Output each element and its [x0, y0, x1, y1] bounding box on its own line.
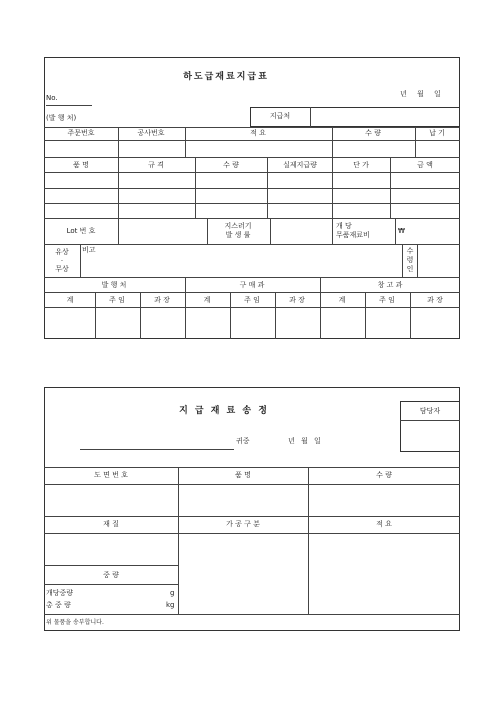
- processing-type-header: 가 공 구 분: [226, 520, 260, 528]
- material-header: 재 질: [103, 520, 119, 528]
- supplier-label: 지급처: [269, 112, 291, 120]
- form2-date-label: 년 월 일: [288, 437, 321, 445]
- project-number-header: 공사번호: [137, 129, 165, 137]
- footer-note: 위 물품을 송부합니다.: [46, 619, 104, 626]
- item-name-header: 품 명: [73, 161, 89, 169]
- section-warehouse: 창 고 과: [377, 281, 403, 289]
- delivery-date-header: 납 기: [429, 129, 445, 137]
- form1-issuer-label: (발 행 처): [46, 114, 77, 122]
- drawing-number-header: 도 면 번 호: [94, 471, 128, 479]
- form2-title: 지 급 재 료 송 정: [179, 406, 269, 416]
- unit-weight-unit: g: [170, 589, 175, 597]
- weight-header: 중 량: [103, 571, 119, 579]
- spec-header: 규 격: [148, 161, 164, 169]
- actual-supply-header: 실제지급량: [283, 161, 317, 169]
- approval-chief: 주 임: [379, 296, 395, 304]
- quantity-header: 수 량: [376, 471, 392, 479]
- item-name-header: 품 명: [235, 471, 251, 479]
- approval-staff: 계: [66, 296, 74, 304]
- remarks-header: 적 요: [376, 520, 392, 528]
- section-issuer: 발 행 처: [101, 281, 127, 289]
- approval-chief: 주 임: [244, 296, 260, 304]
- paid-label-2: ·: [60, 257, 64, 265]
- scrap-rate-label-2: 발 생 률: [225, 231, 251, 239]
- form1-title: 하도급재료지급표: [183, 72, 269, 82]
- recipient-label: 귀중: [236, 437, 250, 445]
- quantity-header: 수 량: [365, 129, 381, 137]
- manager-label: 담당자: [419, 407, 441, 415]
- qty-header: 수 량: [223, 161, 239, 169]
- remarks-label: 비고: [82, 246, 96, 254]
- approval-staff: 계: [203, 296, 211, 304]
- won-symbol: ₩: [398, 227, 405, 235]
- per-unit-label-2: 무품재료비: [336, 231, 370, 239]
- order-number-header: 주문번호: [67, 129, 95, 137]
- amount-header: 금 액: [417, 161, 433, 169]
- approval-chief: 주 임: [109, 296, 125, 304]
- form-material-shipment: [44, 387, 460, 631]
- paid-label-3: 무상: [55, 265, 69, 273]
- section-purchasing: 구 매 과: [239, 281, 265, 289]
- approval-manager: 과 장: [154, 296, 170, 304]
- unit-price-header: 단 가: [353, 161, 369, 169]
- approval-staff: 계: [338, 296, 346, 304]
- unit-weight-label: 개당중량: [46, 589, 74, 597]
- receiver-seal-3: 인: [406, 265, 414, 273]
- lot-number-label: Lot 번 호: [66, 227, 96, 235]
- total-weight-unit: kg: [166, 601, 175, 609]
- summary-header: 적 요: [250, 129, 266, 137]
- approval-manager: 과 장: [289, 296, 305, 304]
- form1-no-label: No.: [46, 94, 58, 102]
- form1-date-label: 년 월 일: [400, 90, 441, 98]
- receiver-seal-2: 령: [406, 256, 414, 264]
- approval-manager: 과 장: [427, 296, 443, 304]
- receiver-seal-1: 수: [406, 247, 414, 255]
- paid-label-1: 유상: [55, 248, 69, 256]
- per-unit-label-1: 개 당: [336, 222, 352, 230]
- total-weight-label: 총 중 량: [46, 601, 71, 609]
- scrap-rate-label-1: 지스러기: [224, 222, 252, 230]
